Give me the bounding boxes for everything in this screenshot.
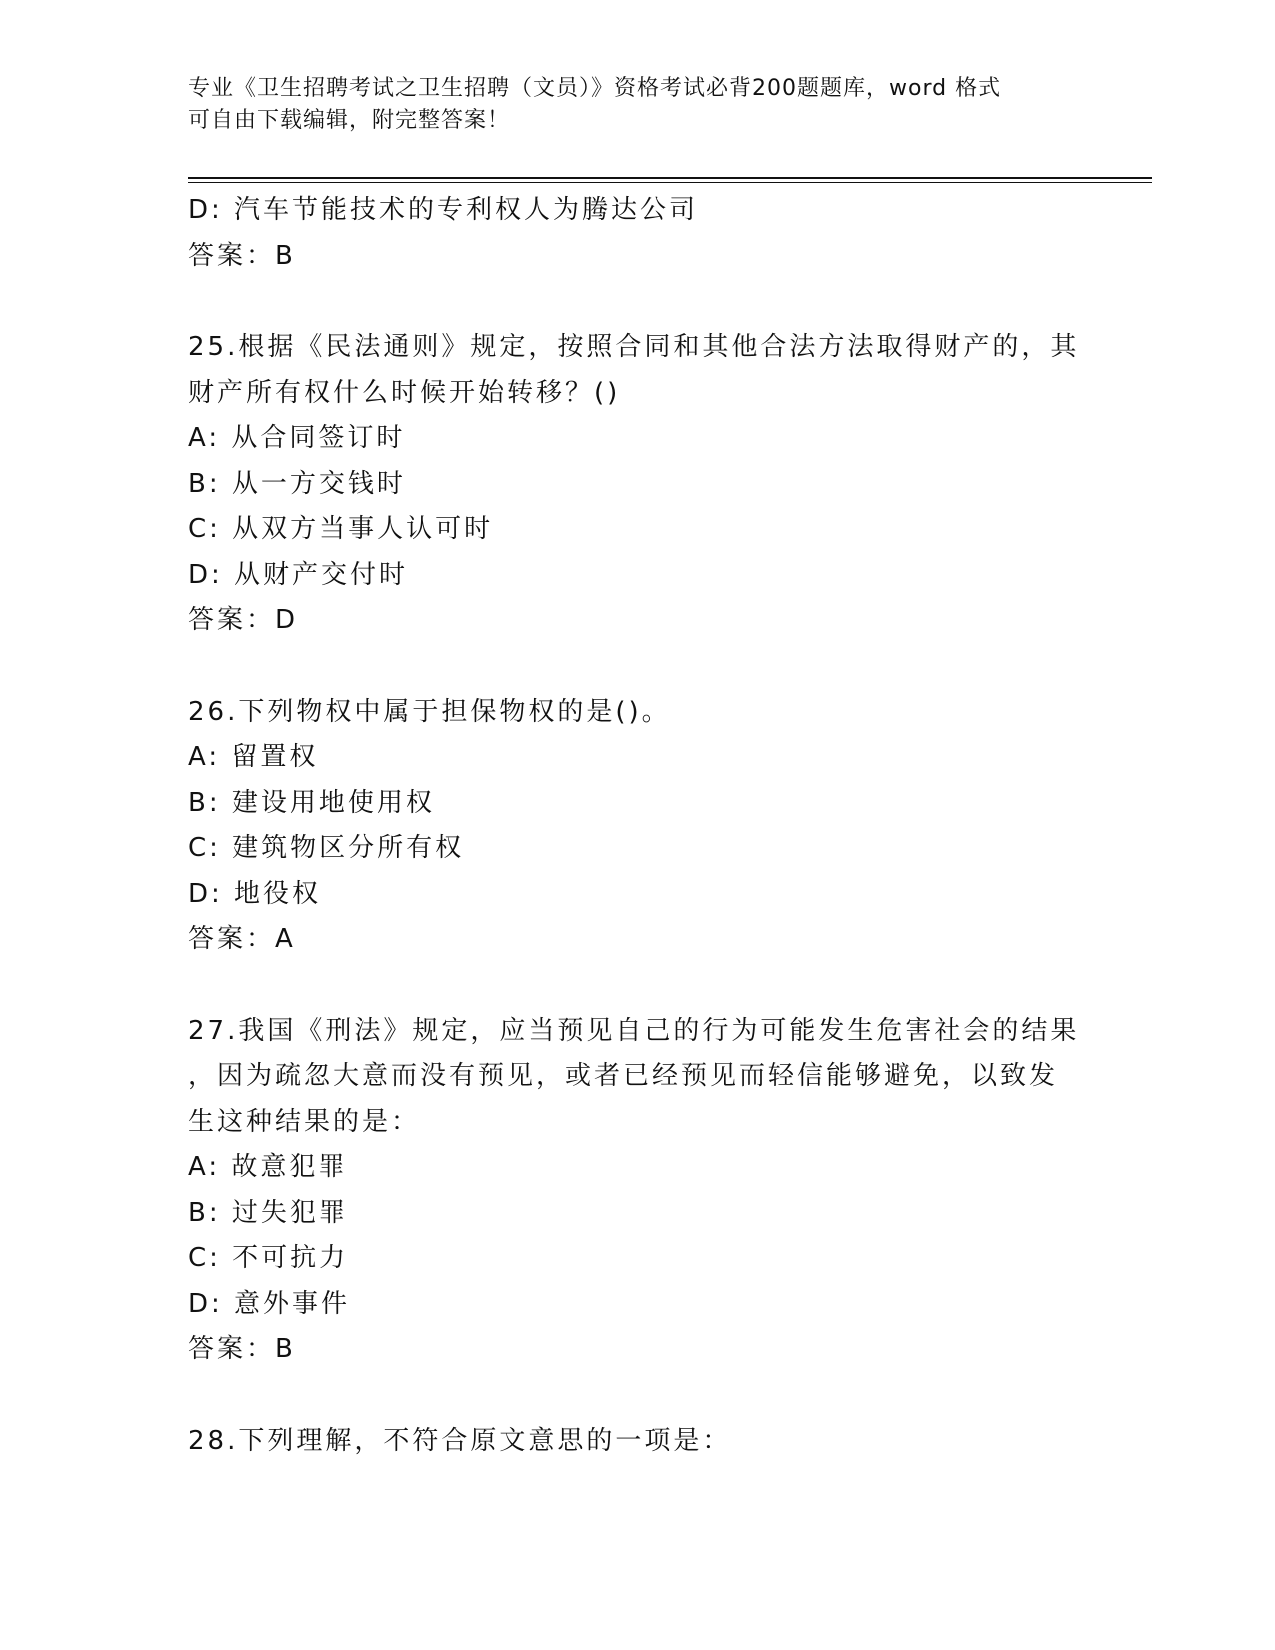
answer: 答案：D: [188, 605, 299, 635]
option-a: A: 故意犯罪: [188, 1152, 348, 1182]
option-b: B: 从一方交钱时: [188, 468, 406, 499]
question-stem: 25.根据《民法通则》规定，按照合同和其他合法方法取得财产的，其: [188, 332, 1080, 362]
document-header: [188, 73, 1088, 137]
header-divider-thick: [188, 177, 1152, 179]
question-26: [188, 690, 1088, 963]
question-28: [188, 1419, 1088, 1465]
option-b: B: 建设用地使用权: [188, 787, 435, 818]
question-25: [188, 325, 1088, 644]
answer: 答案：A: [188, 924, 296, 954]
answer: 答案：B: [188, 1334, 296, 1364]
question-content: [188, 188, 1088, 1464]
question-stem: 26.下列物权中属于担保物权的是()。: [188, 696, 671, 727]
option-d: D: 意外事件: [188, 1288, 351, 1319]
question-27: [188, 1009, 1088, 1373]
question-stem: 财产所有权什么时候开始转移？(): [188, 377, 621, 408]
header-line-1: 专业《卫生招聘考试之卫生招聘（文员）》资格考试必背200题题库，word 格式: [188, 76, 1002, 101]
question-stem: 生这种结果的是：: [188, 1106, 421, 1137]
option-d: D: 从财产交付时: [188, 559, 409, 590]
option-a: A: 留置权: [188, 742, 319, 772]
question-stem: 28.下列理解，不符合原文意思的一项是：: [188, 1425, 732, 1456]
prev-option-d: D: 汽车节能技术的专利权人为腾达公司: [188, 195, 699, 225]
option-c: C: 建筑物区分所有权: [188, 833, 465, 863]
option-c: C: 从双方当事人认可时: [188, 514, 494, 544]
option-a: A: 从合同签订时: [188, 423, 406, 453]
option-b: B: 过失犯罪: [188, 1197, 348, 1228]
option-d: D: 地役权: [188, 878, 322, 909]
header-line-2: 可自由下载编辑，附完整答案！: [188, 108, 511, 133]
prev-answer: 答案：B: [188, 240, 296, 271]
question-stem: 27.我国《刑法》规定，应当预见自己的行为可能发生危害社会的结果: [188, 1015, 1080, 1046]
option-c: C: 不可抗力: [188, 1243, 349, 1273]
question-stem: ，因为疏忽大意而没有预见，或者已经预见而轻信能够避免，以致发: [188, 1061, 1059, 1091]
header-divider-thin: [188, 182, 1152, 183]
